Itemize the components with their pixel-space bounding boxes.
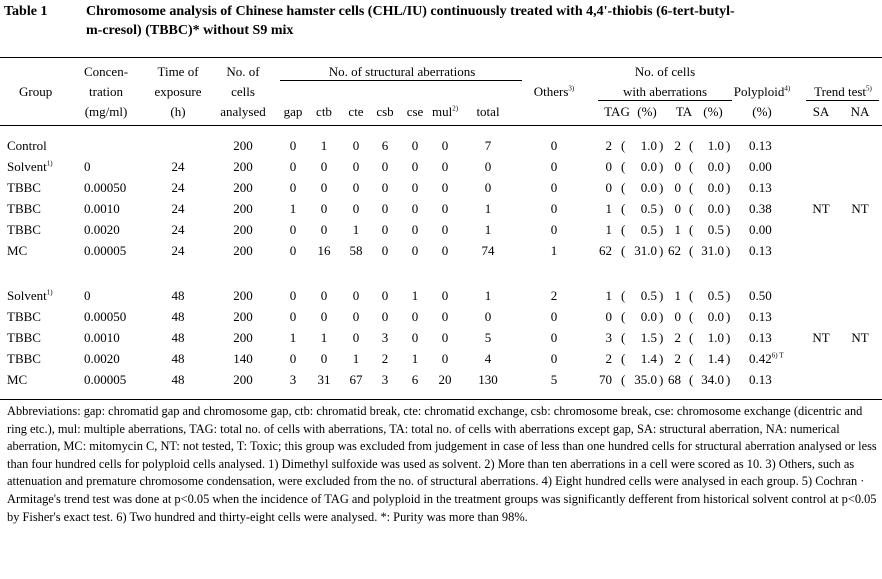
cell-concentration: 0 — [84, 288, 91, 303]
cell-total: 7 — [484, 138, 492, 153]
structural-underline — [280, 80, 522, 81]
cell-time: 48 — [171, 372, 185, 387]
subheader-sa: SA — [812, 104, 830, 119]
cell-cells-analysed: 200 — [233, 243, 253, 258]
cell-gap: 1 — [289, 330, 297, 345]
cell-ta-pct: 34.0 — [701, 372, 724, 387]
cell-time: 48 — [171, 330, 185, 345]
cell-mul: 20 — [438, 372, 452, 387]
cell-others: 0 — [550, 330, 558, 345]
cell-total: 0 — [484, 309, 492, 324]
cell-time: 24 — [171, 180, 185, 195]
cell-gap: 0 — [289, 138, 297, 153]
cell-trend-na: NT — [851, 330, 869, 345]
cell-ctb: 0 — [320, 309, 328, 324]
cell-cse: 0 — [411, 138, 419, 153]
paren-close: ) — [726, 309, 731, 324]
with-ab-underline — [598, 100, 732, 101]
cell-csb: 3 — [381, 372, 389, 387]
paren-close: ) — [726, 222, 731, 237]
cell-cte: 0 — [352, 288, 360, 303]
cell-time: 24 — [171, 201, 185, 216]
cell-csb: 3 — [381, 330, 389, 345]
cell-gap: 0 — [289, 309, 297, 324]
cell-gap: 0 — [289, 159, 297, 174]
cell-tag-pct: 1.4 — [640, 351, 657, 366]
header-cells-1: No. of — [226, 64, 260, 79]
cell-total: 74 — [481, 243, 495, 258]
header-conc-1: Concen- — [83, 64, 129, 79]
paren-close: ) — [726, 159, 731, 174]
paren-close: ) — [659, 309, 664, 324]
cell-trend-sa: NT — [812, 201, 830, 216]
cell-group: Control — [7, 138, 47, 153]
cell-tag: 2 — [605, 138, 612, 153]
cell-mul: 0 — [441, 351, 449, 366]
cell-total: 4 — [484, 351, 492, 366]
header-structural: No. of structural aberrations — [328, 64, 476, 79]
paren-open: ( — [689, 372, 694, 387]
paren-close: ) — [726, 372, 731, 387]
cell-cte: 0 — [352, 180, 360, 195]
cell-others: 0 — [550, 222, 558, 237]
cell-mul: 0 — [441, 309, 449, 324]
cell-cells-analysed: 200 — [233, 309, 253, 324]
cell-mul: 0 — [441, 330, 449, 345]
paren-close: ) — [659, 330, 664, 345]
cell-cse: 0 — [411, 330, 419, 345]
cell-group: TBBC — [7, 309, 41, 324]
paren-open: ( — [689, 330, 694, 345]
cell-others: 0 — [550, 201, 558, 216]
cell-ta-pct: 1.0 — [707, 138, 724, 153]
subheader-na: NA — [850, 104, 870, 119]
cell-total: 5 — [484, 330, 492, 345]
cell-tag: 62 — [599, 243, 612, 258]
header-time-1: Time of — [157, 64, 199, 79]
cell-others: 0 — [550, 138, 558, 153]
cell-ta-pct: 0.5 — [707, 288, 724, 303]
cell-polyploid: 0.00 — [749, 159, 772, 174]
cell-polyploid: 0.38 — [749, 201, 772, 216]
paren-open: ( — [689, 159, 694, 174]
paren-close: ) — [659, 288, 664, 303]
cell-polyploid: 0.13 — [749, 309, 772, 324]
cell-concentration: 0.00050 — [84, 309, 127, 324]
cell-concentration: 0.0020 — [84, 222, 120, 237]
cell-csb: 0 — [381, 159, 389, 174]
cell-others: 0 — [550, 180, 558, 195]
cell-tag-pct: 0.0 — [640, 180, 657, 195]
subheader-ctb: ctb — [316, 104, 332, 119]
cell-mul: 0 — [441, 201, 449, 216]
cell-cte: 58 — [349, 243, 363, 258]
cell-csb: 0 — [381, 222, 389, 237]
paren-close: ) — [726, 243, 731, 258]
cell-ctb: 0 — [320, 351, 328, 366]
paren-open: ( — [621, 351, 626, 366]
cell-gap: 3 — [289, 372, 297, 387]
cell-trend-na: NT — [851, 201, 869, 216]
paren-open: ( — [689, 180, 694, 195]
paren-close: ) — [659, 372, 664, 387]
paren-open: ( — [689, 288, 694, 303]
cell-cse: 0 — [411, 309, 419, 324]
cell-tag: 1 — [605, 201, 612, 216]
table-title-line2: m-cresol) (TBBC)* without S9 mix — [86, 23, 294, 38]
cell-tag-pct: 35.0 — [634, 372, 657, 387]
header-conc-3: (mg/ml) — [84, 104, 128, 119]
cell-csb: 0 — [381, 288, 389, 303]
cell-cte: 0 — [352, 201, 360, 216]
cell-group: MC — [7, 372, 28, 387]
subheader-cte: cte — [348, 104, 364, 119]
paren-open: ( — [621, 180, 626, 195]
paren-close: ) — [659, 351, 664, 366]
cell-cse: 0 — [411, 180, 419, 195]
cell-ta: 2 — [674, 330, 681, 345]
cell-time: 24 — [171, 243, 185, 258]
cell-ctb: 0 — [320, 180, 328, 195]
paren-open: ( — [621, 330, 626, 345]
cell-concentration: 0.00005 — [84, 372, 127, 387]
header-with-ab-1: No. of cells — [634, 64, 696, 79]
header-polyploid-pct: (%) — [752, 104, 772, 119]
cell-gap: 0 — [289, 222, 297, 237]
paren-open: ( — [689, 138, 694, 153]
cell-tag-pct: 0.5 — [640, 288, 657, 303]
cell-cells-analysed: 200 — [233, 201, 253, 216]
cell-cte: 0 — [352, 138, 360, 153]
cell-cells-analysed: 200 — [233, 138, 253, 153]
cell-time: 48 — [171, 309, 185, 324]
cell-cte: 1 — [352, 222, 360, 237]
cell-tag: 2 — [605, 351, 612, 366]
cell-cte: 0 — [352, 159, 360, 174]
cell-gap: 1 — [289, 201, 297, 216]
paren-open: ( — [621, 372, 626, 387]
cell-ctb: 16 — [317, 243, 331, 258]
paren-close: ) — [659, 201, 664, 216]
cell-concentration: 0.0010 — [84, 330, 120, 345]
header-with-ab-2: with aberrations — [622, 84, 708, 99]
paren-open: ( — [621, 138, 626, 153]
cell-total: 1 — [484, 201, 492, 216]
paren-close: ) — [659, 222, 664, 237]
cell-total: 0 — [484, 180, 492, 195]
paren-open: ( — [621, 288, 626, 303]
paren-open: ( — [689, 351, 694, 366]
cell-cte: 0 — [352, 309, 360, 324]
cell-cells-analysed: 200 — [233, 159, 253, 174]
paren-close: ) — [659, 243, 664, 258]
cell-polyploid: 0.13 — [749, 372, 772, 387]
cell-mul: 0 — [441, 180, 449, 195]
header-time-2: exposure — [154, 84, 202, 99]
cell-time: 48 — [171, 288, 185, 303]
cell-tag-pct: 0.0 — [640, 159, 657, 174]
subheader-tag-pct: (%) — [637, 104, 657, 119]
header-time-3: (h) — [170, 104, 186, 119]
header-cells-2: cells — [231, 84, 255, 99]
subheader-total: total — [476, 104, 500, 119]
paren-close: ) — [726, 201, 731, 216]
cell-trend-sa: NT — [812, 330, 830, 345]
header-trend: Trend test$^{5)}$ — [814, 84, 872, 99]
cell-cse: 6 — [411, 372, 419, 387]
paren-open: ( — [621, 309, 626, 324]
cell-ta-pct: 0.0 — [707, 159, 724, 174]
header-others: Others$^{3)}$ — [533, 84, 575, 99]
cell-tag-pct: 0.0 — [640, 309, 657, 324]
cell-cse: 1 — [411, 351, 419, 366]
cell-polyploid: $0.42^{6) T}$ — [749, 351, 784, 366]
cell-csb: 6 — [381, 138, 389, 153]
cell-others: 0 — [550, 351, 558, 366]
cell-polyploid: 0.50 — [749, 288, 772, 303]
cell-ctb: 1 — [320, 138, 328, 153]
cell-ta: 0 — [674, 309, 681, 324]
cell-concentration: 0.00005 — [84, 243, 127, 258]
cell-ctb: 0 — [320, 159, 328, 174]
cell-time: 48 — [171, 351, 185, 366]
paren-close: ) — [659, 180, 664, 195]
cell-tag: 0 — [605, 309, 612, 324]
cell-ta: 0 — [674, 201, 681, 216]
cell-polyploid: 0.13 — [749, 330, 772, 345]
subheader-cse: cse — [406, 104, 424, 119]
cell-polyploid: 0.13 — [749, 243, 772, 258]
cell-total: 1 — [484, 288, 492, 303]
cell-csb: 0 — [381, 309, 389, 324]
paren-open: ( — [621, 201, 626, 216]
cell-ta: 1 — [674, 288, 681, 303]
paren-close: ) — [726, 351, 731, 366]
cell-ta-pct: 0.0 — [707, 180, 724, 195]
cell-ta-pct: 0.5 — [707, 222, 724, 237]
cell-cse: 1 — [411, 288, 419, 303]
table-label: Table 1 — [4, 4, 48, 19]
cell-ctb: 0 — [320, 222, 328, 237]
paren-open: ( — [689, 243, 694, 258]
cell-csb: 0 — [381, 201, 389, 216]
cell-tag: 3 — [605, 330, 612, 345]
header-group: Group — [19, 84, 53, 99]
paren-close: ) — [659, 159, 664, 174]
cell-mul: 0 — [441, 288, 449, 303]
table-footnotes: Abbreviations: gap: chromatid gap and chromosome gap, ctb: chromatid break, cte: chromatid exchange, csb: chromosome break, cse: chromosome exchange (dicentric and ring etc.), mul: multiple aberrations, TAG: total no. of cells with aberrations, TA: total no. of cells with aberrations except gap, SA: structural aberration, NA: numerical aberration, MC: mitomycin C, NT: not tested, T: Toxic; this group was excluded from judgement in case of less than one hundred cells for structural aberration analysed or less than four hundred cells for polyploid cells analysed. 1) Dimethyl sulfoxide was used as solvent. 2) More than ten aberrations in a cell were scored as 10. 3) Others, such as attenuation and premature chromosome condensation, were excluded from the no. of structural aberrations. 4) Eight hundred cells were analysed in each group. 5) Cochran · Armitage's trend test was done at p<0.05 when the incidence of TAG and polyploid in the treatment groups was significantly defferent from historical solvent control at p<0.05 by Fisher's exact test. 6) Two hundred and thirty-eight cells were analysed. *: Purity was more than 98%. — [7, 404, 877, 524]
trend-underline — [806, 100, 879, 101]
cell-tag: 1 — [605, 288, 612, 303]
cell-ctb: 31 — [317, 372, 331, 387]
cell-ta: 0 — [674, 159, 681, 174]
cell-cells-analysed: 200 — [233, 288, 253, 303]
cell-others: 0 — [550, 309, 558, 324]
cell-ctb: 0 — [320, 288, 328, 303]
cell-cte: 1 — [352, 351, 360, 366]
cell-others: 1 — [550, 243, 558, 258]
cell-ta: 1 — [674, 222, 681, 237]
cell-mul: 0 — [441, 222, 449, 237]
cell-group: MC — [7, 243, 28, 258]
paren-open: ( — [621, 243, 626, 258]
cell-total: 130 — [478, 372, 498, 387]
subheader-gap: gap — [283, 104, 303, 119]
cell-tag-pct: 0.5 — [640, 201, 657, 216]
cell-ta: 68 — [668, 372, 681, 387]
cell-ta: 62 — [668, 243, 681, 258]
cell-others: 5 — [550, 372, 558, 387]
cell-cells-analysed: 200 — [233, 180, 253, 195]
paren-open: ( — [621, 222, 626, 237]
cell-cte: 0 — [352, 330, 360, 345]
cell-concentration: 0.0020 — [84, 351, 120, 366]
cell-ctb: 1 — [320, 330, 328, 345]
cell-time: 24 — [171, 159, 185, 174]
cell-csb: 0 — [381, 180, 389, 195]
cell-tag-pct: 0.5 — [640, 222, 657, 237]
paren-close: ) — [659, 138, 664, 153]
cell-group: Solvent$^{1)}$ — [7, 159, 53, 174]
paren-close: ) — [726, 288, 731, 303]
cell-mul: 0 — [441, 159, 449, 174]
cell-concentration: 0 — [84, 159, 91, 174]
cell-cells-analysed: 200 — [233, 372, 253, 387]
cell-cse: 0 — [411, 222, 419, 237]
subheader-ta: TA — [675, 104, 693, 119]
cell-others: 2 — [550, 288, 558, 303]
cell-tag-pct: 31.0 — [634, 243, 657, 258]
cell-cse: 0 — [411, 243, 419, 258]
cell-tag-pct: 1.5 — [640, 330, 657, 345]
cell-tag: 70 — [599, 372, 612, 387]
paren-open: ( — [689, 222, 694, 237]
cell-group: TBBC — [7, 330, 41, 345]
cell-cte: 67 — [349, 372, 363, 387]
subheader-ta-pct: (%) — [703, 104, 723, 119]
header-cells-3: analysed — [220, 104, 266, 119]
cell-cells-analysed: 200 — [233, 330, 253, 345]
cell-gap: 0 — [289, 288, 297, 303]
cell-time: 24 — [171, 222, 185, 237]
cell-others: 0 — [550, 159, 558, 174]
cell-ta: 2 — [674, 351, 681, 366]
header-bottom-rule — [0, 125, 882, 126]
cell-total: 0 — [484, 159, 492, 174]
cell-mul: 0 — [441, 138, 449, 153]
cell-polyploid: 0.13 — [749, 180, 772, 195]
cell-group: TBBC — [7, 180, 41, 195]
cell-tag-pct: 1.0 — [640, 138, 657, 153]
cell-polyploid: 0.13 — [749, 138, 772, 153]
cell-csb: 0 — [381, 243, 389, 258]
cell-gap: 0 — [289, 351, 297, 366]
subheader-csb: csb — [376, 104, 394, 119]
cell-mul: 0 — [441, 243, 449, 258]
paren-open: ( — [621, 159, 626, 174]
cell-cse: 0 — [411, 159, 419, 174]
paren-close: ) — [726, 180, 731, 195]
cell-concentration: 0.00050 — [84, 180, 127, 195]
paren-close: ) — [726, 138, 731, 153]
cell-group: TBBC — [7, 201, 41, 216]
cell-ta-pct: 1.0 — [707, 330, 724, 345]
cell-cells-analysed: 200 — [233, 222, 253, 237]
cell-ta: 0 — [674, 180, 681, 195]
cell-tag: 1 — [605, 222, 612, 237]
cell-ta-pct: 1.4 — [707, 351, 724, 366]
cell-tag: 0 — [605, 180, 612, 195]
cell-tag: 0 — [605, 159, 612, 174]
table-top-rule — [0, 57, 882, 58]
cell-cse: 0 — [411, 201, 419, 216]
table-title-line1: Chromosome analysis of Chinese hamster cells (CHL/IU) continuously treated with 4,4'-thiobis (6-tert-butyl- — [86, 4, 735, 19]
header-conc-2: tration — [89, 84, 123, 99]
table-bottom-rule — [0, 399, 882, 400]
cell-group: Solvent$^{1)}$ — [7, 288, 53, 303]
paren-open: ( — [689, 201, 694, 216]
cell-polyploid: 0.00 — [749, 222, 772, 237]
cell-concentration: 0.0010 — [84, 201, 120, 216]
cell-ta-pct: 31.0 — [701, 243, 724, 258]
cell-ta-pct: 0.0 — [707, 309, 724, 324]
cell-ta-pct: 0.0 — [707, 201, 724, 216]
header-polyploid: Polyploid$^{4)}$ — [733, 84, 791, 99]
cell-csb: 2 — [381, 351, 389, 366]
cell-group: TBBC — [7, 351, 41, 366]
cell-gap: 0 — [289, 180, 297, 195]
cell-gap: 0 — [289, 243, 297, 258]
paren-close: ) — [726, 330, 731, 345]
paren-open: ( — [689, 309, 694, 324]
cell-total: 1 — [484, 222, 492, 237]
cell-ta: 2 — [674, 138, 681, 153]
subheader-mul: mul$^{2)}$ — [431, 104, 459, 119]
cell-group: TBBC — [7, 222, 41, 237]
cell-ctb: 0 — [320, 201, 328, 216]
subheader-tag: TAG — [604, 104, 630, 119]
cell-cells-analysed: 140 — [233, 351, 253, 366]
